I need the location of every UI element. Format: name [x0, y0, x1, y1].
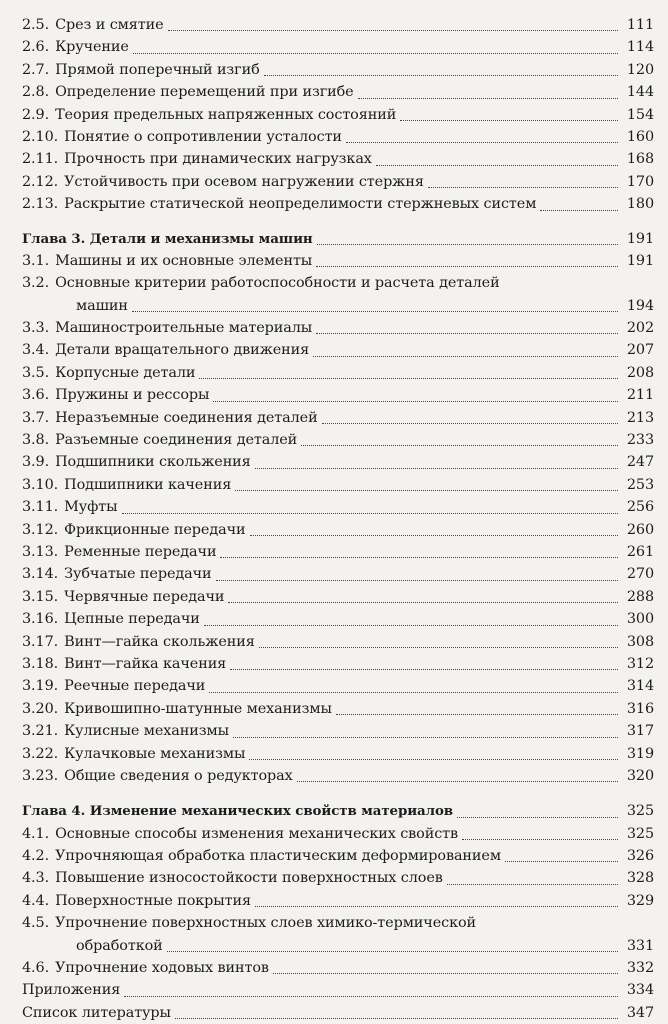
- toc-entry-2-12: [22, 171, 654, 193]
- leader-dots: [316, 266, 618, 267]
- section-title: Кулисные механизмы: [64, 723, 229, 740]
- leader-dots: [301, 445, 618, 446]
- leader-dots: [322, 423, 618, 424]
- section-title: Срез и смятие: [55, 17, 164, 33]
- page-number: 261: [626, 543, 654, 560]
- section-number: 3.3.: [22, 320, 50, 337]
- section-title: Теория предельных напряженных состояний: [55, 106, 397, 123]
- leader-dots: [213, 401, 618, 402]
- section-title: Подшипники скольжения: [55, 454, 251, 471]
- leader-dots: [255, 468, 618, 469]
- page-number: 191: [626, 230, 654, 247]
- toc-entry-2-13: [22, 193, 654, 215]
- leader-dots: [505, 861, 618, 862]
- appendix-title: Приложения: [22, 982, 121, 999]
- toc-entry-2-5: [22, 14, 654, 36]
- section-title: Повышение износостойкости поверхностных слоев: [55, 870, 443, 887]
- toc-entry-3-19: [22, 675, 654, 697]
- toc-appendix: [22, 979, 654, 1001]
- section-title: Поверхностные покрытия: [55, 892, 251, 909]
- page-number: 308: [626, 633, 654, 650]
- section-title: Неразъемные соединения деталей: [55, 409, 318, 426]
- toc-entry-3-8: [22, 429, 654, 451]
- section-title: Винт—гайка качения: [64, 655, 227, 672]
- leader-dots: [447, 884, 618, 885]
- toc-entry-4-2: [22, 845, 654, 867]
- section-number: 3.14.: [22, 566, 59, 583]
- section-number: 2.8.: [22, 84, 50, 101]
- section-title: Зубчатые передачи: [64, 566, 212, 583]
- page-number: 160: [626, 128, 654, 145]
- page-number: 208: [626, 364, 654, 381]
- section-number: 4.4.: [22, 892, 50, 909]
- section-number: 2.13.: [22, 196, 59, 213]
- section-title: Корпусные детали: [55, 364, 196, 381]
- leader-dots: [316, 333, 618, 334]
- page-number: 326: [626, 848, 654, 865]
- leader-dots: [317, 244, 618, 245]
- page-number: 120: [626, 61, 654, 78]
- section-number: 3.21.: [22, 723, 59, 740]
- section-number: 3.13.: [22, 543, 59, 560]
- toc-entry-3-3: [22, 317, 654, 339]
- page-number: 317: [626, 723, 654, 740]
- page-number: 314: [626, 678, 654, 695]
- section-title: Машины и их основные элементы: [55, 252, 313, 269]
- section-number: 3.15.: [22, 588, 59, 605]
- page-number: 320: [626, 767, 654, 784]
- section-number: 3.23.: [22, 767, 59, 784]
- section-number: 3.17.: [22, 633, 59, 650]
- toc-entry-3-23: [22, 765, 654, 787]
- section-title: Машиностроительные материалы: [55, 320, 313, 337]
- section-title: Муфты: [64, 499, 118, 516]
- toc-entry-3-18: [22, 653, 654, 675]
- leader-dots: [264, 75, 618, 76]
- leader-dots: [376, 165, 618, 166]
- leader-dots: [250, 535, 619, 536]
- section-title: Определение перемещений при изгибе: [55, 84, 354, 101]
- page-number: 347: [626, 1004, 654, 1021]
- page-number: 253: [626, 476, 654, 493]
- leader-dots: [273, 973, 618, 974]
- page-number: 168: [626, 151, 654, 168]
- leader-dots: [167, 951, 618, 952]
- leader-dots: [313, 356, 618, 357]
- section-title: Кручение: [55, 39, 129, 56]
- page-number: 331: [626, 937, 654, 954]
- page-number: 194: [626, 297, 654, 314]
- toc-chapter-4: [22, 800, 654, 822]
- section-title: Прямой поперечный изгиб: [55, 61, 260, 78]
- section-number: 2.9.: [22, 106, 50, 123]
- leader-dots: [235, 490, 618, 491]
- section-title: Общие сведения о редукторах: [64, 767, 293, 784]
- leader-dots: [133, 53, 618, 54]
- leader-dots: [540, 210, 618, 211]
- section-title-continued: машин: [76, 297, 128, 314]
- section-number: 3.9.: [22, 454, 50, 471]
- leader-dots: [259, 647, 618, 648]
- chapter-title: Глава 3. Детали и механизмы машин: [22, 230, 313, 247]
- page-number: 328: [626, 870, 654, 887]
- leader-dots: [400, 120, 618, 121]
- page-number: 325: [626, 825, 654, 842]
- section-title: Ременные передачи: [64, 543, 217, 560]
- leader-dots: [358, 98, 618, 99]
- toc-entry-2-8: [22, 81, 654, 103]
- section-number: 2.11.: [22, 151, 59, 168]
- page-number: 207: [626, 342, 654, 359]
- leader-dots: [220, 557, 618, 558]
- toc-entry-4-5: [22, 912, 654, 957]
- section-number: 2.7.: [22, 61, 50, 78]
- toc-entry-4-4: [22, 890, 654, 912]
- page-number: 316: [626, 700, 654, 717]
- section-number: 3.8.: [22, 432, 50, 449]
- toc-entry-3-14: [22, 563, 654, 585]
- section-number: 4.1.: [22, 825, 50, 842]
- toc-entry-3-22: [22, 743, 654, 765]
- leader-dots: [204, 625, 618, 626]
- page-number: 260: [626, 521, 654, 538]
- toc-entry-3-7: [22, 407, 654, 429]
- toc-entry-2-6: [22, 36, 654, 58]
- page-number: 312: [626, 655, 654, 672]
- toc-entry-2-11: [22, 148, 654, 170]
- section-title: Упрочнение поверхностных слоев химико-термической: [55, 915, 477, 932]
- page-number: 170: [626, 173, 654, 190]
- section-number: 3.6.: [22, 387, 50, 404]
- toc-entry-3-9: [22, 451, 654, 473]
- leader-dots: [168, 30, 619, 31]
- leader-dots: [233, 737, 618, 738]
- section-title: Червячные передачи: [64, 588, 225, 605]
- page-number: 144: [626, 84, 654, 101]
- section-number: 2.12.: [22, 173, 59, 190]
- toc-entry-4-1: [22, 823, 654, 845]
- section-number: 3.7.: [22, 409, 50, 426]
- section-number: 3.5.: [22, 364, 50, 381]
- section-title: Раскрытие статической неопределимости стержневых систем: [64, 196, 537, 213]
- toc-entry-3-13: [22, 541, 654, 563]
- section-number: 3.16.: [22, 611, 59, 628]
- section-number: 3.19.: [22, 678, 59, 695]
- page-number: 211: [626, 387, 654, 404]
- leader-dots: [228, 602, 618, 603]
- section-title: Основные критерии работоспособности и расчета деталей: [55, 275, 500, 292]
- toc-entry-3-2: [22, 272, 654, 317]
- toc-entry-3-21: [22, 720, 654, 742]
- page-number: 154: [626, 106, 654, 123]
- section-title: Подшипники качения: [64, 476, 232, 493]
- page-number: 334: [626, 982, 654, 999]
- toc-entry-3-10: [22, 474, 654, 496]
- page-number: 111: [626, 17, 654, 33]
- toc-entry-3-5: [22, 362, 654, 384]
- section-title: Разъемные соединения деталей: [55, 432, 298, 449]
- page-number: 300: [626, 611, 654, 628]
- toc-chapter-3: [22, 228, 654, 250]
- leader-dots: [216, 580, 618, 581]
- toc-entry-3-15: [22, 586, 654, 608]
- leader-dots: [122, 513, 618, 514]
- page-number: 270: [626, 566, 654, 583]
- toc-entry-3-16: [22, 608, 654, 630]
- page-number: 332: [626, 960, 654, 977]
- section-number: 2.10.: [22, 128, 59, 145]
- leader-dots: [297, 781, 618, 782]
- section-number: 3.11.: [22, 499, 59, 516]
- section-title: Цепные передачи: [64, 611, 200, 628]
- page-number: 319: [626, 745, 654, 762]
- leader-dots: [175, 1018, 618, 1019]
- section-title: Кулачковые механизмы: [64, 745, 246, 762]
- toc-entry-3-20: [22, 698, 654, 720]
- leader-dots: [346, 142, 618, 143]
- chapter-title: Глава 4. Изменение механических свойств материалов: [22, 803, 454, 820]
- section-number: 3.12.: [22, 521, 59, 538]
- section-number: 3.18.: [22, 655, 59, 672]
- section-title: Упрочнение ходовых винтов: [55, 960, 269, 977]
- page-number: 202: [626, 320, 654, 337]
- toc-entry-3-17: [22, 631, 654, 653]
- leader-dots: [230, 669, 618, 670]
- leader-dots: [209, 692, 618, 693]
- toc-entry-4-3: [22, 867, 654, 889]
- section-title: Реечные передачи: [64, 678, 206, 695]
- toc-entry-2-10: [22, 126, 654, 148]
- leader-dots: [199, 378, 618, 379]
- page-number: 256: [626, 499, 654, 516]
- section-title: Пружины и рессоры: [55, 387, 210, 404]
- toc-entry-4-6: [22, 957, 654, 979]
- section-title: Упрочняющая обработка пластическим деформированием: [55, 848, 501, 865]
- toc-references: [22, 1002, 654, 1024]
- toc-entry-3-1: [22, 250, 654, 272]
- leader-dots: [255, 906, 618, 907]
- toc-entry-3-4: [22, 339, 654, 361]
- page-number: 180: [626, 196, 654, 213]
- section-number: 4.2.: [22, 848, 50, 865]
- leader-dots: [124, 996, 618, 997]
- page-number: 213: [626, 409, 654, 426]
- section-number: 4.3.: [22, 870, 50, 887]
- leader-dots: [462, 839, 618, 840]
- section-title-continued: обработкой: [76, 937, 163, 954]
- section-number: 2.5.: [22, 17, 50, 33]
- page-number: 288: [626, 588, 654, 605]
- leader-dots: [457, 817, 618, 818]
- toc-entry-3-12: [22, 519, 654, 541]
- section-number: 3.2.: [22, 275, 50, 292]
- section-title: Фрикционные передачи: [64, 521, 246, 538]
- section-title: Детали вращательного движения: [55, 342, 310, 359]
- section-title: Кривошипно-шатунные механизмы: [64, 700, 332, 717]
- toc-entry-2-9: [22, 104, 654, 126]
- page-number: 233: [626, 432, 654, 449]
- section-number: 2.6.: [22, 39, 50, 56]
- references-title: Список литературы: [22, 1004, 171, 1021]
- leader-dots: [336, 714, 618, 715]
- page-number: 247: [626, 454, 654, 471]
- section-title: Устойчивость при осевом нагружении стержня: [64, 173, 424, 190]
- section-number: 3.1.: [22, 252, 50, 269]
- leader-dots: [132, 311, 618, 312]
- leader-dots: [428, 187, 618, 188]
- page-number: 191: [626, 252, 654, 269]
- section-title: Прочность при динамических нагрузках: [64, 151, 372, 168]
- table-of-contents: [22, 14, 654, 1024]
- section-title: Понятие о сопротивлении усталости: [64, 128, 342, 145]
- section-title: Основные способы изменения механических свойств: [55, 825, 459, 842]
- section-number: 3.20.: [22, 700, 59, 717]
- section-number: 4.6.: [22, 960, 50, 977]
- section-number: 4.5.: [22, 915, 50, 932]
- section-number: 3.4.: [22, 342, 50, 359]
- toc-entry-3-6: [22, 384, 654, 406]
- toc-entry-2-7: [22, 59, 654, 81]
- section-number: 3.22.: [22, 745, 59, 762]
- page-number: 114: [626, 39, 654, 56]
- section-title: Винт—гайка скольжения: [64, 633, 255, 650]
- page-number: 329: [626, 892, 654, 909]
- toc-entry-3-11: [22, 496, 654, 518]
- section-number: 3.10.: [22, 476, 59, 493]
- leader-dots: [249, 759, 618, 760]
- page-number: 325: [626, 803, 654, 820]
